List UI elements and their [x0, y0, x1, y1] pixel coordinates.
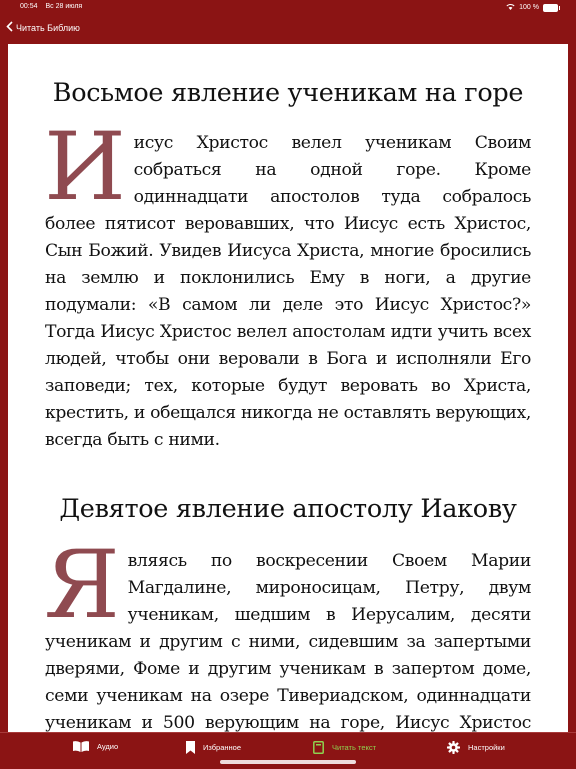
drop-cap: И: [44, 113, 126, 222]
tab-read-text[interactable]: [313, 741, 376, 754]
bookmark-icon: [186, 741, 195, 754]
section-paragraph: [44, 531, 531, 732]
back-button[interactable]: [6, 21, 80, 34]
reading-content: [45, 44, 531, 732]
status-date: Вс 28 июля: [45, 3, 83, 10]
tab-read-text-label: Читать текст: [332, 743, 377, 752]
drop-cap: Я: [44, 531, 120, 640]
back-button-label: Читать Библию: [16, 22, 80, 33]
paragraph-text: исус Христос велел ученикам Своим собраться на одной горе. Кроме одиннадцати апостолов туда собралось более пятисот веровавших, что Иисус есть Христос, Сын Божий. Увидев Иисуса Христа, многие бросились на землю и поклонились Ему в ноги, а другие подумали: «В самом ли деле это Иисус Христос?» Тогда Иисус Христос велел апостолам идти учить всех людей, чтобы они веровали в Бога и исполняли Его заповеди; тех, которые будут веровать во Христа, крестить, и обещался никогда не оставлять верующих, всегда быть с ними.: [45, 133, 531, 450]
wifi-icon: [506, 3, 515, 12]
chevron-left-icon: [6, 21, 13, 34]
battery-icon: [543, 4, 558, 12]
status-bar: [0, 0, 576, 14]
gear-icon: [447, 741, 460, 754]
reading-page[interactable]: [8, 44, 568, 732]
tab-favorites[interactable]: [186, 741, 241, 754]
section-title: Восьмое явление ученикам на горе: [52, 78, 524, 108]
tab-favorites-label: Избранное: [203, 743, 242, 752]
tab-settings[interactable]: [447, 741, 505, 754]
open-book-icon: [73, 741, 89, 752]
battery-percent: 100 %: [519, 4, 539, 11]
tab-audio-label: Аудио: [97, 742, 119, 751]
section-paragraph: [44, 113, 531, 454]
tab-settings-label: Настройки: [468, 743, 505, 752]
section-title: Девятое явление апостолу Иакову: [59, 494, 517, 524]
book-icon: [313, 741, 324, 754]
nav-bar: [0, 14, 576, 44]
tab-audio[interactable]: [73, 741, 118, 752]
home-indicator: [220, 760, 356, 764]
status-time: 00:54: [20, 3, 38, 10]
paragraph-text: вляясь по воскресении Своем Марии Магдалине, мироносицам, Петру, двум ученикам, шедшим в Иерусалим, десяти ученикам и другим с ними, сидевшим за запертыми дверями, Фоме и другим ученикам в запертом доме, семи ученикам на озере Тивериадском, одиннадцати ученикам и 500 верующим на горе, Иисус Христос: [45, 551, 531, 732]
